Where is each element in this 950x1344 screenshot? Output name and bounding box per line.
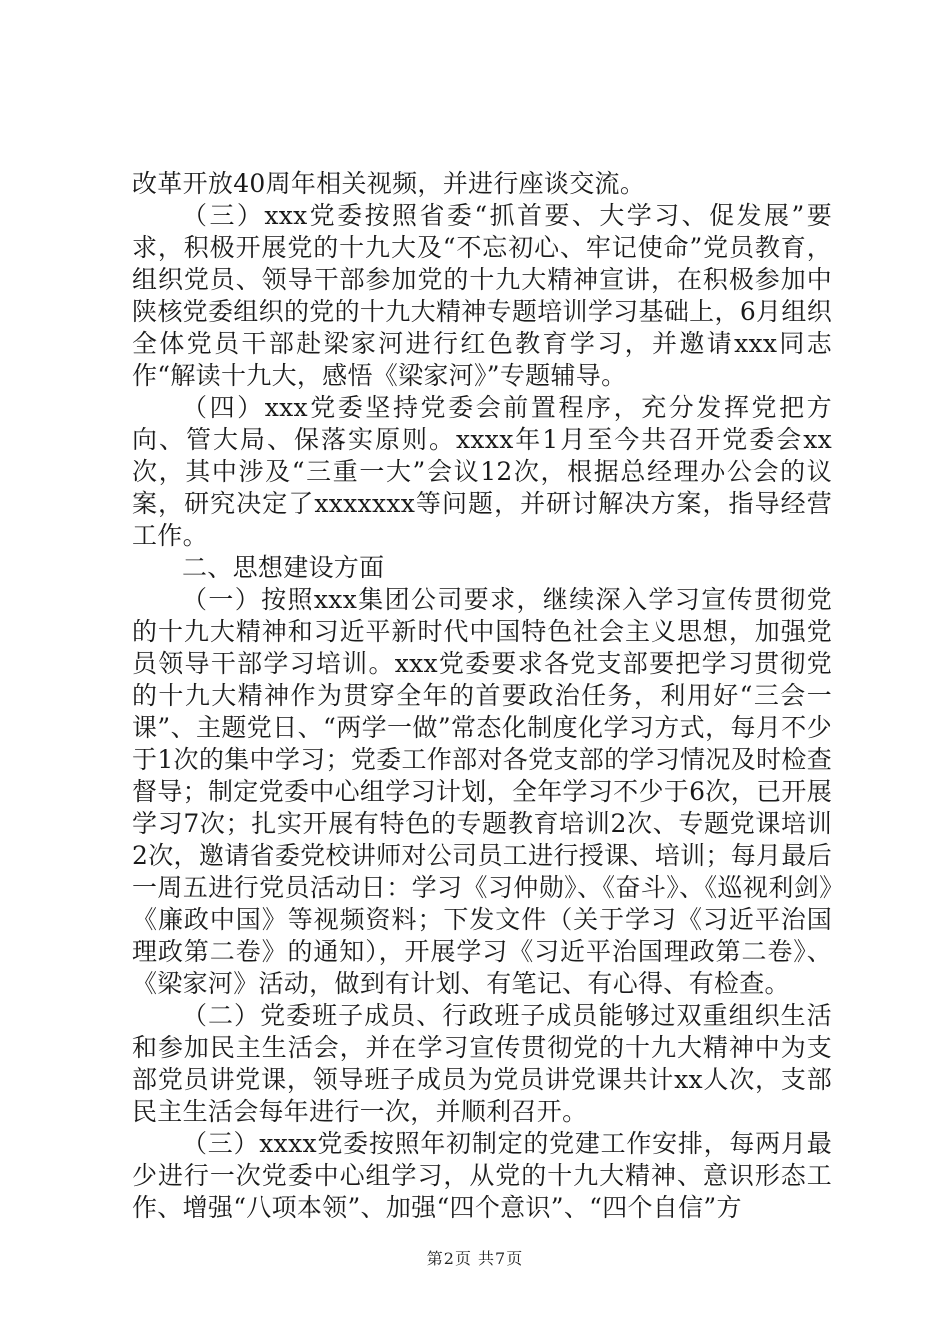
page-number: 第2页 共7页 [426, 1249, 524, 1268]
paragraph-4: （一）按照xxx集团公司要求，继续深入学习宣传贯彻党的十九大精神和习近平新时代中国特色社会主义思想，加强党员领导干部学习培训。xxx党委要求各党支部要把学习贯彻党的十九大精神作为贯穿全年的首要政治任务，利用好“三会一课”、主题党日、“两学一做”常态化制度化学习方式，每月不少于1次的集中学习；党委工作部对各党支部的学习情况及时检查督导；制定党委中心组学习计划，全年学习不少于6次，已开展学习7次；扎实开展有特色的专题教育培训2次、专题党课培训2次，邀请省委党校讲师对公司员工进行授课、培训；每月最后一周五进行党员活动日：学习《习仲勋》、《奋斗》、《巡视利剑》《廉政中国》等视频资料；下发文件（关于学习《习近平治国理政第二卷》的通知），开展学习《习近平治国理政第二卷》、《梁家河》活动，做到有计划、有笔记、有心得、有检查。 [132, 585, 832, 998]
paragraph-1: 改革开放40周年相关视频，并进行座谈交流。 [132, 169, 646, 198]
paragraph-5: （二）党委班子成员、行政班子成员能够过双重组织生活和参加民主生活会，并在学习宣传贯彻党的十九大精神中为支部党员讲党课，领导班子成员为党员讲党课共计xx人次，支部民主生活会每年进行一次，并顺利召开。 [132, 1001, 832, 1126]
paragraph-3: （四）xxx党委坚持党委会前置程序，充分发挥党把方向、管大局、保落实原则。xxxx年1月至今共召开党委会xx次，其中涉及“三重一大”会议12次，根据总经理办公会的议案，研究决定了xxxxxxx等问题，并研讨解决方案，指导经营工作。 [132, 393, 832, 550]
document-body [132, 168, 832, 1224]
paragraph-2: （三）xxx党委按照省委“抓首要、大学习、促发展”要求，积极开展党的十九大及“不忘初心、牢记使命”党员教育，组织党员、领导干部参加党的十九大精神宣讲，在积极参加中陕核党委组织的党的十九大精神专题培训学习基础上，6月组织全体党员干部赴梁家河进行红色教育学习，并邀请xxx同志作“解读十九大，感悟《梁家河》”专题辅导。 [132, 201, 832, 390]
paragraph-6: （三）xxxx党委按照年初制定的党建工作安排，每两月最少进行一次党委中心组学习，从党的十九大精神、意识形态工作、增强“八项本领”、加强“四个意识”、“四个自信”方 [132, 1129, 832, 1222]
section-heading: 二、思想建设方面 [182, 553, 385, 582]
